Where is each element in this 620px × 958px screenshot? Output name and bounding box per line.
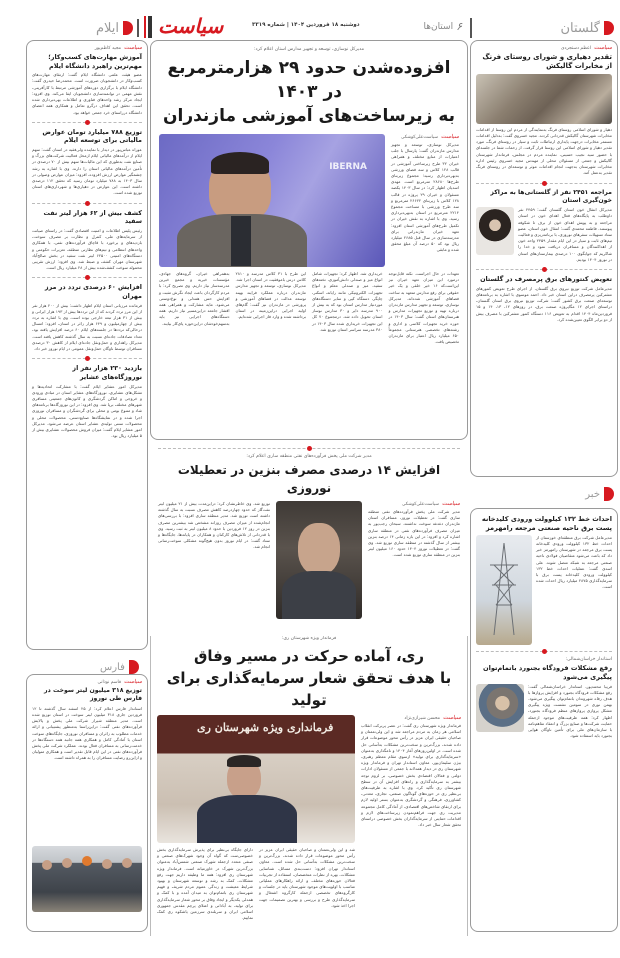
article-body: مدیرکل نوسازی، توسعه و تجهیز مدارس مازندران گفت: پارسال با جلب اعتبارات از منابع مختلف و همراهی خیران ۳۲ طرح زیرساختی آموزشی در قالب ۱۲۸ کلاس و سه فضای ورزشی به‌بهره‌برداری رسید؛ مجموع زیربنای طرح‌ها ۲۸۶۸۰ مترمربع است. مهدی اسدیان اظهار کرد: در سال ۱۴۰۳ یکصد مسئولان و خیران ۲۹ پروژه در قالب ۱۲۸ کلاس با زیربنای ۲۶۶۲۲ مترمربع و سه طرح ورزشی با مساحت مجموع ۲۲۱۴ مترمربع در استان به‌بهره‌برداری رسید. وی با اشاره به نقش خیران در تکمیل طرح‌های آموزشی استان افزود: تعهد خیران مازندرانی برای مدرسه‌سازی در سال قبل ۲۶۸۵ میلیارد ریال بود که ۵۰ درصد آن مبلغ محقق شده و مابقی [391,142,459,253]
page-number: ۶ [456,20,462,33]
masthead-rule [470,18,472,38]
kicker: استاندار خراسان‌شمالی: [565,656,612,662]
ilam-box [26,40,148,650]
section-tab-khabar [585,482,614,506]
article-body: مدیرکل امور عشایر ایلام گفت: با مشارکت اتحادیه‌ها و تشکل‌های عشایری، نوروزگاه‌های عشایر استان در مبادی ورودی و خروجی و اماکن گردشگری و کانون‌های جمعیتی مسافری شهرهای مختلف برپا شد. وی افزود: در این نوروزگاه‌ها برنامه‌های شاد و متنوع بومی و محلی برای گردشگران و مسافران نوروزی اجرا شده و در نمایشگاه‌ها صنایع‌دستی، محصولات محلی و محصولات سنتی تولیدی عشایر استان عرضه می‌شود. مدیرکل امور عشایر ایلام گفت: میزان فروش محصولات عشایری بیش از ۵ میلیارد ریال بود. [32,383,142,439]
article-body: دارای جایگاه بی‌نظیر برای پذیرش سرمایه‌گذاری بخش خصوصی‌ست که گواه آن وجود شهرک‌های صنعتی و صنفی متعدد ازجمله شهرک صنعتی شمس‌آباد به‌عنوان بزرگ‌ترین شهرک در خاورمیانه است. فرماندار ویژه شهرستان ری افزود: همه ما وظیفه داریم جهت رفع مشکلات، کمک به رشد و توسعه شهرستان و بهبود شرایط معیشت و زندگی عموم مردم شریف و فهیم شهرستان ری باتمام‌توان به میدان آمده و با کمک و همدلی یکدیگر و ایجاد وفاق بر محور شعار سرمایه‌گذاری برای تولید، به آبادانی و اعتلای پرچم مقدس جمهوری اسلامی ایران و سربلندی سرزمین یاشکوه ری کمک نماییم. [157,847,253,921]
pages-title: استان‌ها [423,21,454,32]
person-head [102,859,112,869]
photo-award-ceremony [476,74,612,124]
headline: توزیع ۳۱۸ میلیون لیتر سوخت در فارس طی نوروز [44,687,142,703]
photo-watermark: IBERNA [329,162,367,172]
article-body: مدیرعامل شرکت برق منطقه‌ای خوزستان از احداث خط ۱۳۲ کیلوولت ورودی کلیدخانه پست برق مرجعه در شهرستان رامهرمز خبر داد که باعث می‌شود متقاضیان فولادی ناحیه صنعتی مرجعه به شبکه متصل شوند. علی اسدی گفت: عملیات احداث خط ۱۳۲ کیلوولت ورودی کلیدخانه پست برق با سرمایه‌گذاری ۲۸۷۵ میلیارد ریال احداث شده است. [536,534,613,590]
byline [32,679,142,685]
author: سیاست‌علی‌کوشکی [400,134,439,140]
section-name: ایلام [96,20,120,36]
author: اعظم دستجردی [560,45,592,51]
hardhat [82,856,92,866]
separator [32,355,142,361]
article-body: مدیرعامل شرکت توزیع نیروی برق گلستان، از اجرای طرح تعویض کنتورهای مشترکین پرمصرف دراین استان خبر داد. احمد موسوی با اشاره به برنامه‌های توسعه‌ای صنعت برق کشور گفت: شرکت توزیع نیروی برق استان گلستان، دراستای اجرای ۱۲ مگاپروژه صنعت برق، در روزهای ۱۲، ۱۳، ۱۴ و ۱۵ فروردین‌ماه ۱۴۰۴ اقدام به تعویض ۱۱۶ دستگاه کنتور مشترکین با مصرف بیش از دو برابر الگوی تعیین‌شده کرد. [476,285,613,322]
article-body: فرمانده مرزبانی استان ایلام اظهار داشت: بیش از ۲۰۰ هزار نفر از این مرز تردد کردند که از این ترددها بیش از ۱۹۳ هزار ایرانی و بیش از ۳۱ هزار تبعه خارجی بوده است. وی با اشاره به تردد بیش از چهارمیلیون و ۶۴۹ هزار زائر در استان، افزود: امسال درحالی‌که ترددها در جلسه‌های ایلام ۶۰ درصد افزایش یافته بود، تعداد تصادفات جاده‌ای نسبت به سال گذشته کاهش یافته است. مدیرکل راهداری و حمل‌ونقل جاده‌ای ایلام از کاهش ۳۰ درصدی مسافران توسط ناوگان حمل‌ونقل عمومی در ایام نوروز خبر داد. [32,302,143,352]
kicker: فرماندار ویژه شهرستان ری: [281,636,337,641]
person-head [298,523,340,575]
article-body: به‌همراهی خیران، گروه‌های جهادی، مؤسسات خیریه و مجمع خیرین مدرسه‌ساز نیاز داریم. وی تصریح کرد: با مردم کارگردان باعث ایجاد نگرش مثبت و افزایش حس همدلی و نوع‌دوستی می‌شود. مایه مشارکت و همراهی همه اقشار جامعه دراین‌مسیر نیاز داریم. همه دستگاه‌های اجرایی نیز باید به‌سهم‌خودشان دراین‌حوزه پای‌کار بیایند. [159,271,230,326]
headline: آموزش مهارت‌های کسب‌وکار؛ مهم‌ترین راهبرد دانشگاه ایلام [48,53,142,70]
photo-director-interview [159,134,385,267]
photo-governor-portrait [476,684,524,732]
section-tab-golestan [560,16,614,40]
golestan-box [470,40,618,477]
article-body: خریداری شد. اظهار کرد: تجهیزات شامل انواع میز و صندلی دانش‌آموزی، تخته‌های سفید، میز و صندلی معلم و انواع تجهیزات الکترونیکی مانند رایانه، اسکنر، چاپگر، دستگاه کپی و سایر دستگاه‌های موردنیاز مدارس استان بود که به بیش از ۹۰۰ مدرسه دایر و ۳۰ مدارس نوساز استان تحویل داده شد. درمجموع ۷۰ کل این تجهیزات خریداری شده سال ۱۴۰۳ در ۳۸۰ مدرسه سراسر استان توزیع شد. [312,271,383,332]
article-body: شد و این ولی‌نعمتان و صاحبان حقیقی ایران عزیز در رأس محور موضوعات قرار داده شدند، بزرگ‌ترین و سخت‌ترین مشکلات به‌آسانی حل شده است. معاون استاندار تهران افزود: دست‌بندی مسائل، شناسایی مشکلات، بهره از نظرات متخصصان، استفاده از تجربیات فعالان حوزه‌های مختلف و ارائه راهکارهای عملیاتی مناسب با اولویت‌های موجود شهرستان باید در جلسات و کارگروه‌های تخصصی ازجمله کارگروه اشتغال و سرمایه‌گذاری طرح و بررسی و بهترین تصمیمات جهت اجرا اخذ شود. [259,847,355,908]
kicker: مدیر شرکت ملی پخش فرآورده‌های نفتی منطقه ساری اعلام کرد: [246,454,372,459]
main-story-box [150,40,468,440]
photo-fuel-manager [276,501,362,619]
divider [137,19,139,37]
brand-mark: سیاست [124,679,142,685]
kicker: مدیرکل نوسازی، توسعه و تجهیز مدارس استان اعلام کرد: [253,47,365,52]
headline: کشف بیش از ۶۲ هزار لیتر نفت سفید [43,208,142,226]
headline: افزایش ۶۰ درصدی تردد در مرز مهران [44,283,142,300]
separator [32,200,142,206]
separator [476,180,612,186]
byline [476,45,612,51]
author: قاسم نوذانی [97,679,122,685]
main-headline-line2: به زیرساخت‌های آموزشی مازندران [162,106,456,126]
photo-governor-meeting [157,715,355,843]
article-body: عضو هیئت علمی دانشگاه ایلام گفت: ارتقای مهارت‌های کسب‌وکار در دانشجویان ضرورت است. محمدرضا حیدری گفت: دانشگاه ایلام با برگزاری دوره‌های آموزشی مرتبط با کارآفرینی، نقش مهمی در توانمندسازی دانشجویان ایفا می‌کند. وی افزود: ایجاد مرکز رشد واحدهای فناوری و اطلاعات بهره‌برداری شده است. تحقق این اهداف درگرو تعامل و همکاری همه اعضای دانشگاه درراستای خرد جمعی خواهد بود. [32,72,142,115]
article-body: دهیار و شورای اسلامی روستای فرنگ به‌نمایندگی از مردم این روستا از اقدامات مخابرات شهرستان گالیکش قدردانی کردند. مجید خسروی گفت: به‌دلیل اقدامات مستمر مخابرات درجهت پایداری ارتباطات ثابت و سیار در روستای فرنگ، مورد تقدیر دهیار و شورای اسلامی این روستا قرار گرفت. از زحمات شما در جلسه‌ای با حضور سید نجیب حسینی، نماینده مردم در مجلس، فرماندار شهرستان گالیکش و جمعی از مسئولان محلی از مهندس مجید خسروی رئیس اداره مخابرات شهرستان به‌جهت انجام اقدامات موثر و توسعه‌ای در روستای فرنگ تقدیر به‌عمل آمد. [476,126,612,176]
photo-officials-visit [32,846,142,912]
rey-story [150,636,468,936]
article-body: مدیر شرکت ملی پخش فرآورده‌های نفتی منطقه ساری گفت: در تعطیلات نوروز، مسافران استان مازندران دغدغه سوخت نداشتند. سبحان رجب‌پور به میزان مصرف فرآورده‌های نفتی در منطقه ساری اشاره کرد و افزود: در این بازه زمانی ۱۴ درصد بنزین بیشتر از سال گذشته در منطقه ساری توزیع شد. وی گفت: در تعطیلات نوروز ۱۴۰۴ حدود ۱۶۰ میلیون لیتر بنزین در منطقه ساری توزیع شده است. [368,509,460,558]
person-sweater [231,216,251,266]
person-jacket [282,571,356,619]
separator [476,648,612,654]
article-body: فریبا محمدپور، استاندار خراسان‌شمالی گفت: رفع مشکلات فرودگاه بجنورد و افزایش پروازها با هدف رفاه شهروندان باتمام‌توان پیگیری می‌شود. بهمن نوری در سومین نشست ویژه پیگیری مشکل پروازی پروازهای منظم فرودگاه بجنورد، اظهار کرد: همه ظرفیت‌های موجود ازجمله حمایت شرکت‌ها و صنایع بزرگ و انعقاد تفاهم‌نامه با سازمان‌های ملی برای تأمین ناوگان هوایی بجنورد باید استفاده شود. [528,683,612,739]
author: سیاست‌علی‌کوشکی [401,501,440,507]
separator [476,266,612,272]
separator [32,274,142,280]
brand-mark: سیاست [442,501,460,507]
article-body: رئیس پلیس اطلاعات و امنیت اقتصادی گفت: در راستای صیانت از سرمایه‌های ملی، کنترل و نظارت بر مصرف سوخت، بازدیدهای و برخورد با قاچاق فرآورده‌های نفتی، با همکاری واحدهای انتظامی و تیم‌های نظارتی منطقه، تعزیرات حکومتی و دستگاه‌های امنیتی ۶۲۵۰۰ لیتر نفت سفید در بخش صالح‌آباد شهرستان مهران کشف و ضبط شد. وی افزود: ارزش تقریبی محموله سوخت کشف‌شده بیش از ۲۸ میلیارد ریال است. [32,227,142,271]
brand-mark: سیاست [441,134,459,140]
fars-box [26,674,148,932]
photo-power-tower [476,535,532,645]
article-body: مدیرکل انتقال خون استان گلستان گفت: ۲۴۵۹ نفر داوطلب به پایگاه‌های فعال اهدای خون در استان مراجعه و به پویش اهدای خون از برف تا شکوفه پیوستند. فاطمه محمدی گفت: انتقال خون استان، عضو ستاد تسهیلات سفرهای نوروزی، با برنامه‌ریزی و فعالیت تیم‌های ثابت و سیار در این ایام مقدار ۲۴۵۹ واحد خون از اهداکنندگان و مسافران دریافت نمود و خدا را شاکریم که جوابگوی ۱۰۰ درصدی بیمارستان‌های استان در نوروز ۱۴۰۴ بودیم. [518,207,612,262]
person-jacket [197,795,297,843]
section-tab-ilam [96,16,143,40]
headline: توزیع ۷۸۸ میلیارد تومان عوارض مالیاتی برای توسعه ایلام [42,127,142,145]
article-body: این طرح با ۳۱ کلاس مدرسه و ۲۸۱۰ کلاس درس باموفقیت در استان اجرا شد. مدیرکل نوسازی، توسعه و تجهیز مدارس مازندران درباره عملکرد فرایند بهینه توسعه عدالت در فضاهای آموزشی و پرورشی در مازندران نیز گفت: گام‌های اولیه اجرایی دراین‌زمینه در استان برداشته شده و وارد فاز اجرایی شده‌ایم. [235,271,307,320]
headline: مراجعه ۲۴۵۱ نفر از گلستانی‌ها به مراکز خون‌گیری استان [490,188,612,204]
khabar-box [470,508,618,932]
power-tower-icon [476,535,532,645]
photo-banner-text: فرمانداری ویژه شهرستان ری [197,721,334,734]
headline: احداث خط ۱۳۲ کیلوولت ورودی کلیدخانه پست برق ناحیه صنعتی مرجعه رامهرمز [481,515,612,532]
photo-portrait [476,207,514,255]
headline: تقدیر دهیاری و شورای روستای فرنگ از مخابرات گالیکش [482,53,612,71]
logo-bar [144,16,146,38]
section-marker-icon [123,21,133,35]
headline-line2: با هدف تحقق شعار سرمایه‌گذاری برای تولید [166,669,452,709]
byline [368,501,460,507]
separator [158,445,460,451]
byline [391,134,459,140]
headline: افزایش ۱۴ درصدی مصرف بنزین در تعطیلات نوروزی [177,463,441,495]
article-body: تعهدات در حال اجراست. نکته قابل‌توجه درمورد این میزان تعهد خیران نیز این‌است‌که ۱۶ خیر خلقی و یک خیر حقوقی برای رفع مدارس متعهد به ساخت فضاهای آموزشی شده‌اند. مدیرکل نوسازی، توسعه و تجهیز مدارس مازندران درباره تهیه و توزیع تجهیزات مدارس و هنرستان‌های استان گفت: سال ۱۴۰۳ در حوزه خرید تجهیزات کلاسی و اداری و رشته‌های تخصصی هنرستانی مجموعاً ۶۵۰ میلیارد ریال اعتبار برای مازندران تخصیص یافت. [388,271,459,345]
section-marker-icon [604,21,614,35]
headline: بازدید ۲۳۰ هزار نفر از نوروزگاه‌های عشایر [72,364,142,381]
author: محسن شیرازی‌نژاد [404,715,441,721]
person-head [122,858,132,868]
headline: تعویض کنتورهای برق پرمصرف در گلستان [480,275,612,284]
dateline: دوشنبه ۱۸ فروردین ۱۴۰۴ | شماره ۳۳۱۹ [252,22,360,28]
byline [361,715,461,721]
masthead [142,16,472,40]
section-marker-icon [604,487,614,501]
person-hair [227,755,261,767]
brand-mark: سیاست [124,45,142,51]
person-head [42,860,52,870]
byline [32,45,142,51]
article-body: عوراه عباس‌پور در دیدار با نماینده ولی‌فقیه در استان گفت: سهم ایلام از درآمدهای مالیاتی ایلام ازمحل فعالیت شرکت‌های بزرگ و صنایع نفت به‌طوری که این مالیات‌ها سهم بیش از ۷۰ درصدی در تأمین درآمدهای مالیاتی استان را دارند. وی با اشاره به رشد چشمگیر عوارض ارزش افزوده، افزود: میزان عوارض وصولی در سال ۱۴۰۳ به ۷۸۸ میلیارد تومان رسید که تحقق ۱۱۲ درصدی داشته است. این عوارض در دهیاری‌ها و شهرداری‌های استان توزیع شده است. [32,146,143,196]
article-body: توزیع شد. وی خاطرنشان کرد: دراین‌مدت بیش از ۲۱ میلیون لیتر نفت‌گاز که حدود چهاردرصد کاهش مصرف نسبت به سال گذشته داشته است توزیع شد. مدیر منطقه ساری افزود: با بررسی‌های انجام‌شده از میزان مصرف روزانه مشخص شد بیشترین مصرف بنزین در روز ۱۲ فروردین با حدود ۸ میلیون لیتر به ثبت رسید. وی با قدردانی از تلاش‌های کارکنان و همکاران در پایانه‌ها، جایگاه‌ها و ستاد گفت: در ایام نوروز بدون هیچ‌گونه مشکلی سوخت‌رسانی انجام شد. [158,501,270,550]
person-hair [211,152,269,174]
person-head [62,858,72,868]
separator [32,119,142,125]
section-name: فارس [100,661,125,673]
brand-mark: سیاست [443,715,461,721]
newspaper-logo: سیاست [158,14,224,38]
author: مجید کاظم‌پور [94,45,122,51]
section-marker-icon [129,660,139,674]
fuel-story [150,442,468,632]
article-body: فرماندار ویژه شهرستان ری گفت: در عصر پربرکت انقلاب اسلامی هر زمان به مردم مراجعه شد و این ولی‌نعمتان و صاحبان حقیقی ایران عزیز در رأس محور موضوعات قرار داده شدند، بزرگ‌ترین و سخت‌ترین مشکلات به‌آسانی حل شده است. در اولین‌روزهای آغاز ۱۴۰۴ و نامگذاری به‌عنوان «سرمایه‌گذاری برای تولید» ازسوی مقام معظم رهبری، بیژن سلیمان‌پور، معاون استاندار تهران و فرماندار ویژه شهرستان ری در دیدار همدلانه با جمعی از مسئولان ادارات دولتی و فعالان اقتصادی بخش خصوصی، بر لزوم توجه بیشتر به سرمایه‌گذاری و راه‌های افزایش آن در سطح شهرستان ری تأکید کرد. وی با اشاره به ظرفیت‌های بی‌نظیر ری در حوزه‌های گوناگون صنعتی، تجاری، معدنی، کشاورزی، فرهنگی و گردشگری به‌عنوان بستر اولیه لازم برای ارتقای شاخص‌های اقتصادی، از آمادگی کامل مجموعه مدیریت ری جهت فراهم‌نمودن زیرساخت‌های لازم و اقدامات حمایتی از سرمایه‌گذاران بخش خصوصی دراستای تحقق شعار سال خبر داد. [361,723,461,828]
section-name: گلستان [560,20,600,36]
pages-label [423,20,462,33]
headline-line1: ری، آماده حرکت در مسیر وفاق [193,647,425,665]
main-headline-line1: افزوده‌شدن حدود ۲۹ هزارمترمربع در ۱۴۰۳ [167,58,451,102]
brand-mark: سیاست [594,45,612,51]
article-body: استاندار فارس اعلام کرد: از ۲۵ اسفند سال گذشته تا ۱۲ فروردین جاری ۳۱۸ میلیون لیتر سوخت در استان توزیع شده است. مدیر منطقه شیراز شرکت ملی پخش و پالایش فرآورده‌های نفتی گفت: دراین‌راستا به‌منظور پشتیبانی و ارائه خدمات مطلوب به زائران و مسافران نوروزی، جایگاه‌های سوخت استان با آمادگی کامل و همکاری همه جانبه همه دستگاه‌ها در خدمت‌رسانی به مسافران فعال بودند. عملکرد شرکت ملی پخش فرآورده‌های نفتی در این ایام قابل تقدیر است و همکاری متولیان و ازاین‌رو رضایت مسافران را به همراه داشته است. [32,705,142,761]
section-name: خبر [585,488,600,500]
logo-bar [148,16,152,38]
headline: رفع مشکلات فرودگاه بجنورد باتمام‌توان پیگیری می‌شود [482,663,612,681]
